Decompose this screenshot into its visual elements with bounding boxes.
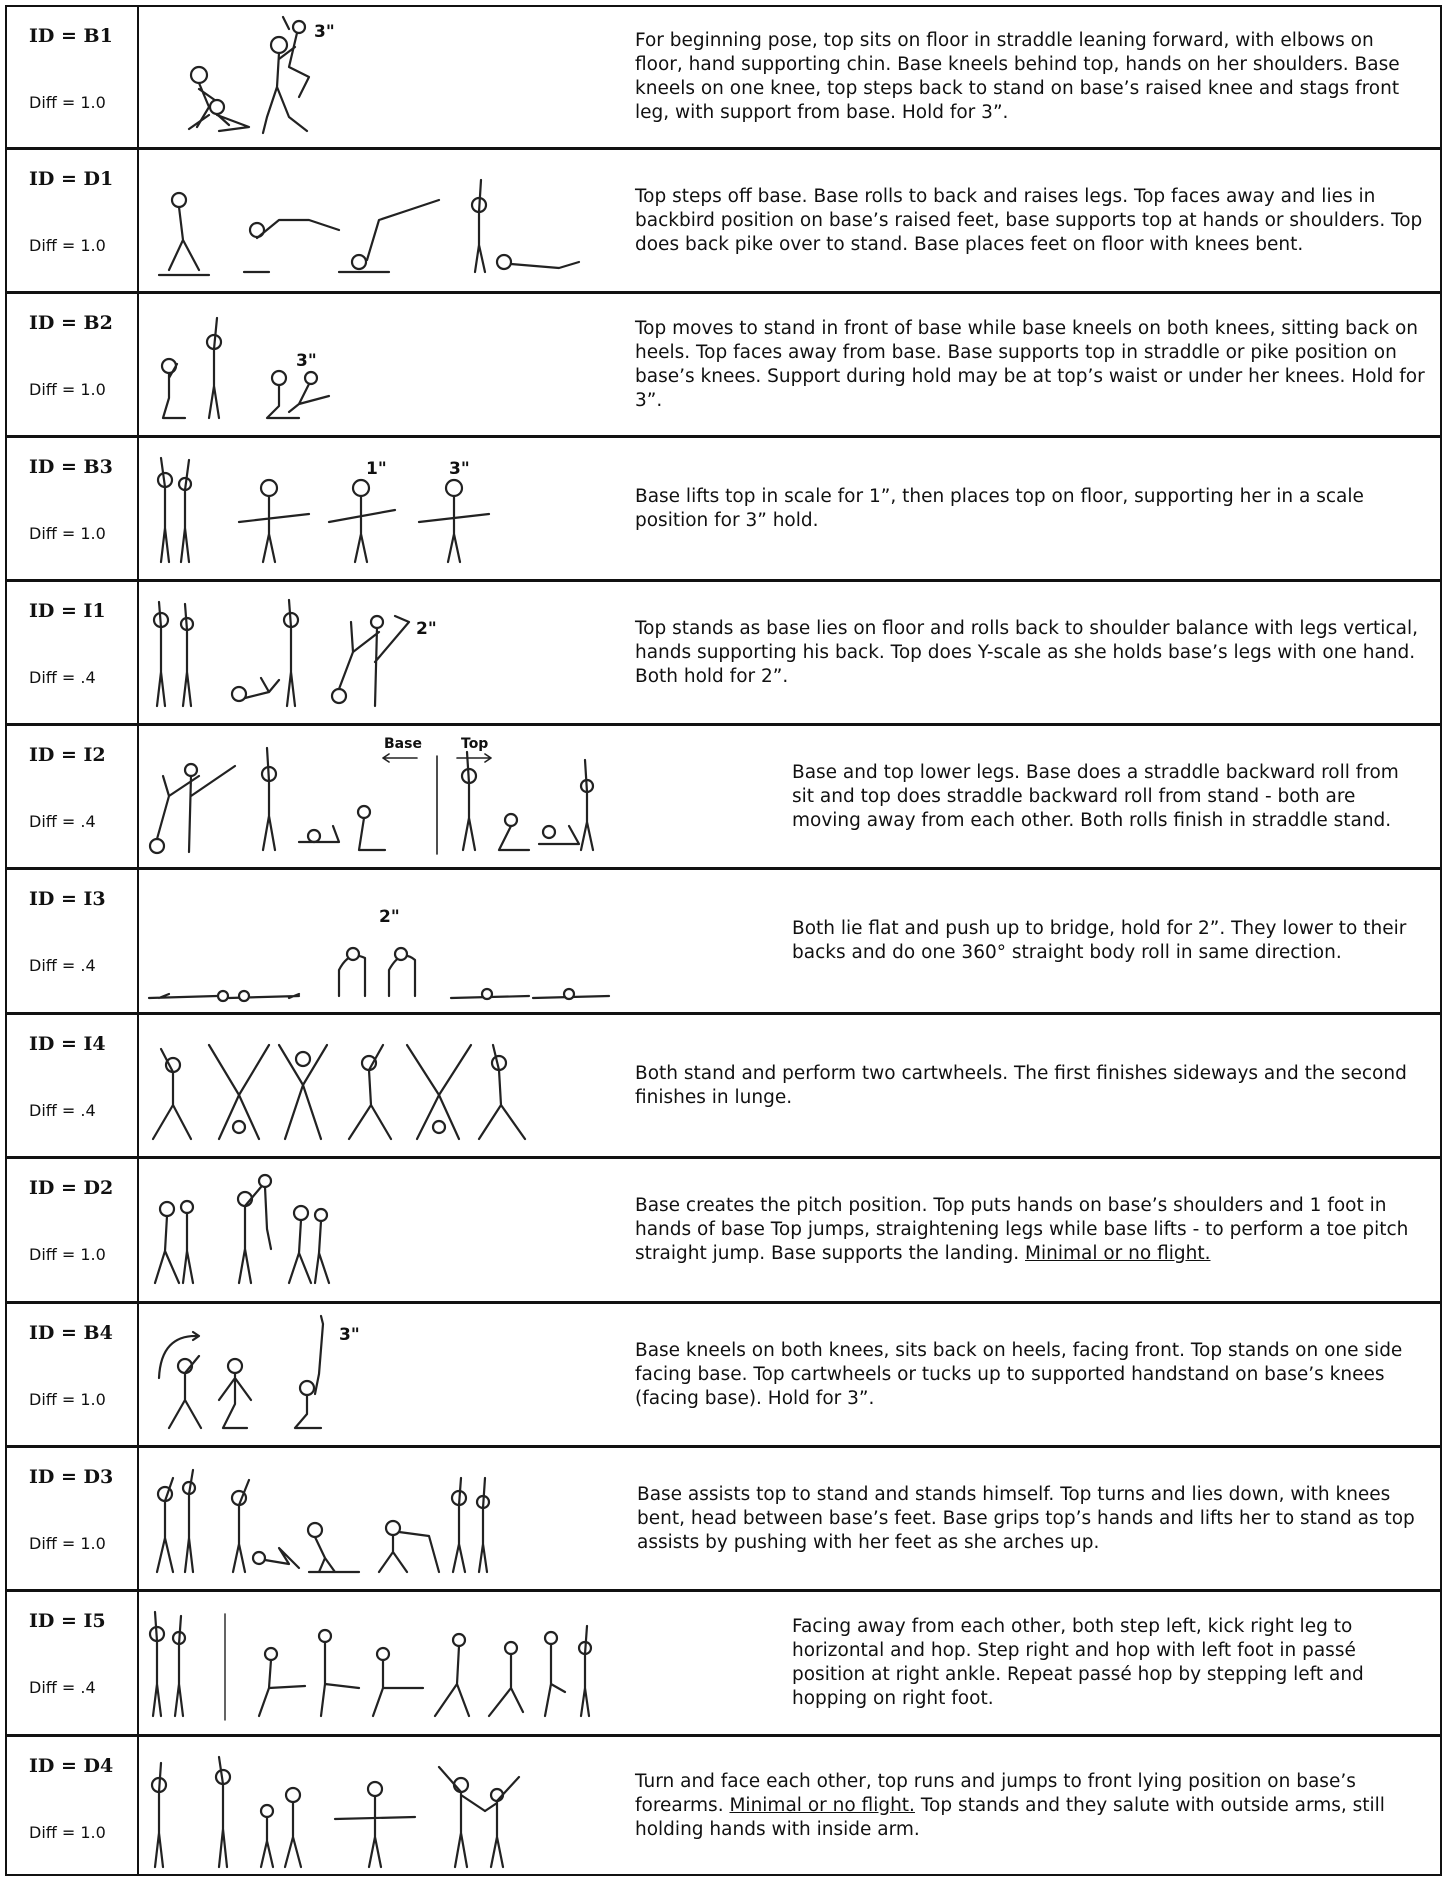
difficulty: Diff = .4 — [29, 1678, 96, 1697]
figure-straddle-hold — [267, 371, 329, 418]
skill-row-d4 — [7, 1737, 1440, 1874]
description: Both stand and perform two cartwheels. The first finishes sideways and the second finishes in lunge. — [635, 1062, 1407, 1108]
figure-scale-floor — [419, 480, 489, 562]
hold-time: 2" — [416, 619, 437, 639]
skill-id: ID = D3 — [29, 1466, 114, 1488]
skill-id: ID = B1 — [29, 25, 113, 47]
flight-note: Minimal or no flight. — [729, 1794, 915, 1816]
skill-row-b4 — [7, 1304, 1440, 1448]
skill-illustration — [139, 1448, 619, 1589]
figure-face-each-other — [152, 1757, 230, 1867]
id-cell — [7, 726, 139, 867]
difficulty: Diff = 1.0 — [29, 93, 106, 112]
skill-illustration — [139, 294, 619, 435]
skill-id: ID = I1 — [29, 600, 106, 622]
id-cell — [7, 1737, 139, 1874]
figure-front-lying — [335, 1782, 415, 1867]
description: For beginning pose, top sits on floor in straddle leaning forward, with elbows on floor, hand supporting chin. Base kneels behind top, hands on her shoulders. Base kneels on one knee, top steps back to stand on base’s raised knee and stags front leg, with support from base. Hold for 3”. — [635, 30, 1400, 123]
figure-pitch-position — [155, 1201, 193, 1283]
description — [635, 1159, 1426, 1301]
hold-time: 3" — [449, 459, 470, 479]
difficulty: Diff = 1.0 — [29, 1823, 106, 1842]
figure-salute — [439, 1767, 519, 1867]
figure-pair-stand — [158, 458, 191, 562]
skill-row-i1 — [7, 582, 1440, 726]
description-text: Top stands and they salute with outside arms, still holding hands with inside arm. — [635, 1794, 1385, 1840]
figure-stand — [472, 180, 579, 272]
skill-row-d1 — [7, 150, 1440, 294]
skill-id: ID = D1 — [29, 168, 114, 190]
difficulty: Diff = .4 — [29, 668, 96, 687]
figure-base-kneel — [219, 1359, 251, 1428]
id-cell — [7, 1448, 139, 1589]
figure-run-jump — [261, 1788, 301, 1867]
skill-row-i4 — [7, 1015, 1440, 1159]
skill-illustration — [139, 1304, 619, 1445]
id-cell — [7, 870, 139, 1012]
figure-roll-sequence — [262, 748, 385, 850]
figure-cartwheel-sequence — [153, 1045, 525, 1139]
difficulty: Diff = 1.0 — [29, 1245, 106, 1264]
figure-scale-lift — [329, 480, 395, 562]
difficulty: Diff = .4 — [29, 956, 96, 975]
description-text: Base creates the pitch position. Top puts hands on base’s shoulders and 1 foot in hands of base Top jumps, straightening legs while base lifts - to perform a toe pitch straight jump. Base supports the landing. — [635, 1195, 1409, 1264]
skill-illustration — [139, 1737, 619, 1874]
figure-supported-handstand — [295, 1316, 323, 1428]
difficulty: Diff = 1.0 — [29, 236, 106, 255]
difficulty: Diff = 1.0 — [29, 1390, 106, 1409]
id-cell — [7, 150, 139, 291]
figure-lie-flat — [149, 991, 299, 1001]
id-cell — [7, 1015, 139, 1156]
figure-pair-stand — [154, 602, 193, 706]
skill-row-d2 — [7, 1159, 1440, 1304]
skill-row-b2 — [7, 294, 1440, 438]
id-cell — [7, 438, 139, 579]
skill-row-i2 — [7, 726, 1440, 870]
skill-illustration — [139, 582, 619, 723]
skill-id: ID = I3 — [29, 888, 106, 910]
hold-time: 3" — [296, 351, 317, 371]
figure-backbird — [244, 220, 339, 272]
figure-pair-stand — [150, 1612, 185, 1716]
skill-id: ID = B4 — [29, 1322, 113, 1344]
label-base: Base — [384, 736, 422, 752]
figure-bridge — [339, 948, 415, 996]
skill-id: ID = I2 — [29, 744, 106, 766]
description — [635, 1737, 1426, 1874]
difficulty: Diff = 1.0 — [29, 524, 106, 543]
skill-id: ID = B2 — [29, 312, 113, 334]
figure-back-pike — [339, 200, 439, 272]
figure-y-scale — [150, 764, 235, 853]
description: Base lifts top in scale for 1”, then places top on floor, supporting her in a scale position for 3” hold. — [635, 485, 1364, 531]
figure-toe-pitch-jump — [238, 1175, 271, 1283]
figure-base-supporting — [159, 193, 209, 275]
figure-kick-hop-sequence — [259, 1626, 591, 1716]
difficulty: Diff = 1.0 — [29, 380, 106, 399]
description: Base and top lower legs. Base does a straddle backward roll from sit and top does straddle backward roll from stand - both are moving away from each other. Both rolls finish in straddle stand. — [792, 761, 1399, 831]
description: Top steps off base. Base rolls to back and raises legs. Top faces away and lies in backbird position on base’s raised feet, base supports top at hands or shoulders. Top does back pike over to stand. Base places feet on floor with knees bent. — [635, 185, 1423, 255]
label-top: Top — [461, 736, 489, 752]
skill-illustration — [139, 1592, 759, 1734]
figure-scale-lift — [239, 480, 309, 562]
figure-assist-stand — [157, 1470, 195, 1572]
hold-time: 3" — [339, 1325, 360, 1345]
figure-lie-flat — [451, 989, 609, 999]
id-cell — [7, 1592, 139, 1734]
description: Top stands as base lies on floor and rolls back to shoulder balance with legs vertical, hands supporting his back. Top does Y-scale as she holds base’s legs with one hand. Both hold for 2”. — [635, 617, 1418, 687]
skill-id: ID = I4 — [29, 1033, 106, 1055]
id-cell — [7, 7, 139, 147]
description: Base kneels on both knees, sits back on heels, facing front. Top stands on one side facing base. Top cartwheels or tucks up to supported handstand on base’s knees (facing base). Hold for 3”. — [635, 1339, 1403, 1409]
figure-stand — [284, 600, 298, 706]
figure-cartwheel-entry — [159, 1332, 201, 1428]
skill-row-i3 — [7, 870, 1440, 1015]
skills-table — [5, 5, 1442, 1876]
id-cell — [7, 1304, 139, 1445]
figure-roll-sequence — [462, 752, 593, 850]
difficulty: Diff = .4 — [29, 812, 96, 831]
figure-top-stand — [207, 318, 221, 418]
figure-lift-arch — [308, 1521, 439, 1572]
skill-illustration — [139, 7, 619, 147]
skill-illustration — [139, 150, 619, 291]
figure-roll-back — [232, 678, 279, 701]
figure-lie-down — [232, 1480, 299, 1572]
id-cell — [7, 582, 139, 723]
figure-stand-pair — [452, 1478, 489, 1572]
description: Top moves to stand in front of base while base kneels on both knees, sitting back on heels. Top faces away from base. Base supports top in straddle or pike position on base’s knees. Support during hold may be at top’s waist or under her knees. Hold for 3”. — [635, 317, 1425, 411]
skill-row-i5 — [7, 1592, 1440, 1737]
id-cell — [7, 294, 139, 435]
skill-illustration — [139, 870, 759, 1012]
flight-note: Minimal or no flight. — [1025, 1243, 1211, 1264]
difficulty: Diff = .4 — [29, 1101, 96, 1120]
skill-illustration — [139, 726, 759, 867]
skill-row-b1 — [7, 7, 1440, 150]
description: Both lie flat and push up to bridge, hold for 2”. They lower to their backs and do one 360° straight body roll in same direction. — [792, 918, 1407, 963]
skill-row-d3 — [7, 1448, 1440, 1592]
skill-id: ID = D4 — [29, 1755, 114, 1777]
figure-base-kneel — [162, 359, 185, 418]
arrow-left-base — [383, 754, 417, 762]
skill-illustration — [139, 1015, 619, 1156]
hold-time: 1" — [366, 459, 387, 479]
figure-y-scale — [332, 616, 409, 706]
skill-id: ID = D2 — [29, 1177, 114, 1199]
skill-illustration — [139, 1159, 619, 1301]
description-text: Turn and face each other, top runs and jumps to front lying position on base’s forearms. — [635, 1770, 1356, 1816]
skill-id: ID = B3 — [29, 456, 113, 478]
description: Base assists top to stand and stands himself. Top turns and lies down, with knees bent, head between base’s feet. Base grips top’s hands and lifts her to stand as top assists by pushing with her feet as she arches up. — [637, 1483, 1415, 1553]
figure-landing — [289, 1206, 329, 1283]
skill-illustration — [139, 438, 619, 579]
difficulty: Diff = 1.0 — [29, 1534, 106, 1553]
figure-stag-stand — [263, 17, 309, 133]
description: Facing away from each other, both step left, kick right leg to horizontal and hop. Step right and hop with left foot in passé position at right ankle. Repeat passé hop by stepping left and hopping on right foot. — [792, 1616, 1364, 1709]
skill-row-b3 — [7, 438, 1440, 582]
hold-time: 3" — [314, 22, 335, 42]
hold-time: 2" — [379, 907, 400, 927]
skill-id: ID = I5 — [29, 1610, 106, 1632]
id-cell — [7, 1159, 139, 1301]
arrow-right-top — [457, 754, 491, 762]
